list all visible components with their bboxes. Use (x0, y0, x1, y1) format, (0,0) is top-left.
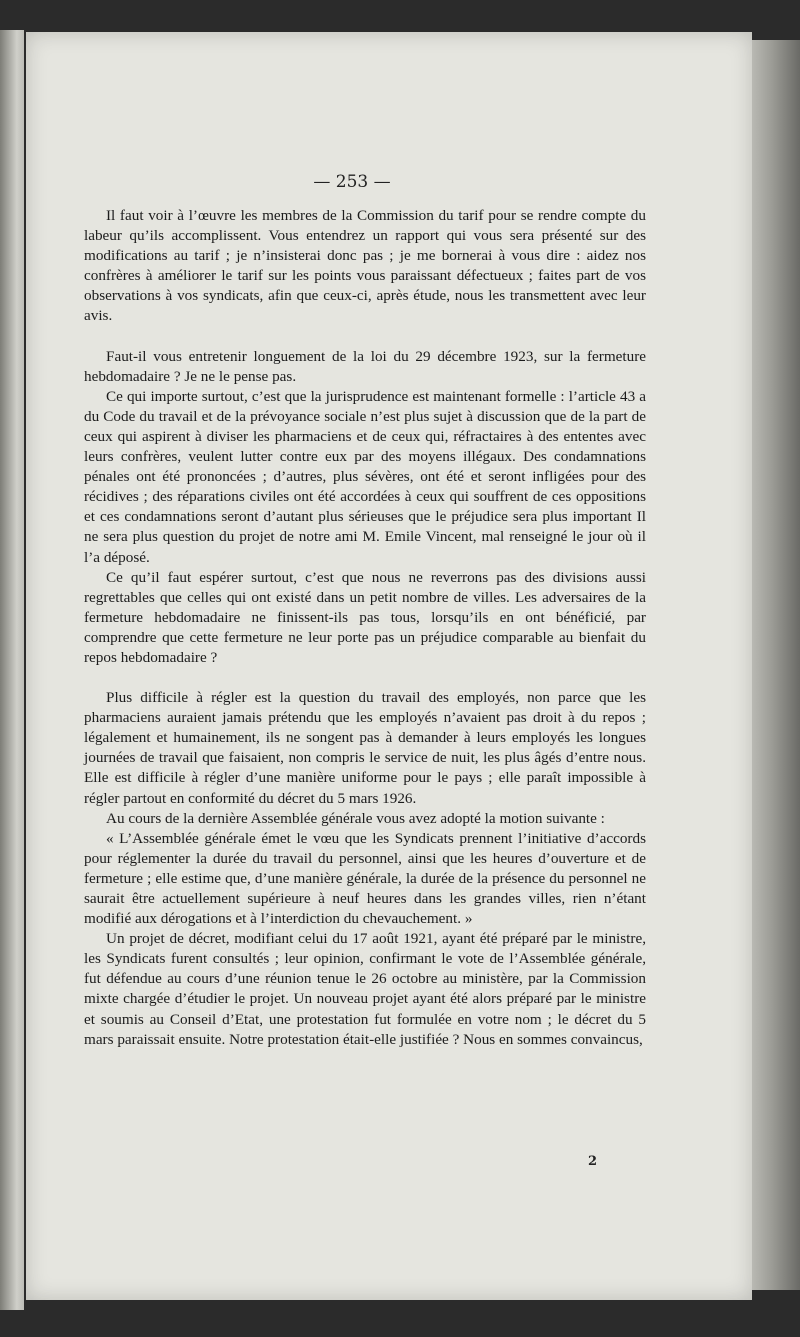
book-page (26, 32, 752, 1300)
paragraph-6: Au cours de la dernière Assemblée générale vous avez adopté la motion suivante : (106, 809, 605, 827)
body-text (84, 206, 646, 1050)
paragraph-2: Faut-il vous entretenir longuement de la loi du 29 décembre 1923, sur la fermeture hebdomadaire ? Je ne le pense pas. (84, 347, 646, 385)
paragraph-7: « L’Assemblée générale émet le vœu que les Syndicats prennent l’initiative d’accords pour réglementer la durée du travail du personnel, ainsi que les heures d’ouverture et de fermeture ; elle estime que, d’une manière générale, la durée de la présence du personnel ne saurait être actuellement supérieure à neuf heures dans les grandes villes, rien n’étant modifié aux dérogations et à l’interdiction du chevauchement. » (84, 829, 646, 928)
left-page-edge (0, 30, 24, 1310)
paragraph-8: Un projet de décret, modifiant celui du 17 août 1921, ayant été préparé par le ministre, les Syndicats furent consultés ; leur opinion, confirmant le vote de l’Assemblée générale, fut défendue au cours d’une réunion tenue le 26 octobre au ministère, par la Commission mixte chargée d’étudier le projet. Un nouveau projet ayant été alors préparé par le ministre et soumis au Conseil d’Etat, une protestation fut formulée en votre nom ; le décret du 5 mars paraissait ensuite. Notre protestation était-elle justifiée ? Nous en sommes convaincus, (84, 930, 646, 1048)
paragraph-5: Plus difficile à régler est la question du travail des employés, non parce que les pharmaciens auraient jamais prétendu que les employés n’avaient pas droit à du repos ; légalement et humainement, ils ne songent pas à demander à leurs employés les longues journées de travail que faisaient, non compris le service de nuit, les plus âgés d’entre nous. Elle est difficile à régler d’une manière uniforme pour le pays ; elle paraît impossible à régler partout en conformité du décret du 5 mars 1926. (84, 689, 646, 807)
page-number: — 253 — (313, 172, 391, 192)
right-page-edge (752, 40, 800, 1290)
paragraph-4: Ce qu’il faut espérer surtout, c’est que nous ne reverrons pas des divisions aussi regrettables que celles qui ont existé dans un petit nombre de villes. Les adversaires de la fermeture hebdomadaire ne finissent-ils pas tous, lorsqu’ils en ont bénéficié, par comprendre que cette fermeture ne leur porte pas un préjudice comparable au bienfait du repos hebdomadaire ? (84, 568, 646, 666)
signature-mark: 2 (588, 1154, 598, 1169)
paragraph-3: Ce qui importe surtout, c’est que la jurisprudence est maintenant formelle : l’article 43 a du Code du travail et de la prévoyance sociale n’est plus sujet à discussion que de la part de ceux qui aspirent à diviser les pharmaciens et de ceux qui, réfractaires à des ententes avec leurs confrères, veulent lutter contre eux par des moyens illégaux. Des condamnations pénales ont été prononcées ; d’autres, plus sévères, ont été et seront infligées pour des récidives ; des réparations civiles ont été accordées à ceux qui souffrent de ces oppositions et ces condamnations seront d’autant plus sérieuses que le préjudice sera plus important Il ne sera plus question du projet de notre ami M. Emile Vincent, mal renseigné le jour où il l’a déposé. (84, 387, 646, 566)
paragraph-1: Il faut voir à l’œuvre les membres de la Commission du tarif pour se rendre compte du labeur qu’ils accomplissent. Vous entendrez un rapport qui vous sera présenté sur des modifications au tarif ; je n’insisterai donc pas ; je me bornerai à vous dire : aidez nos confrères à améliorer le tarif sur les points vous paraissant défectueux ; faites part de vos observations à vos syndicats, afin que ceux-ci, après étude, nous les transmettent avec leur avis. (84, 207, 646, 325)
